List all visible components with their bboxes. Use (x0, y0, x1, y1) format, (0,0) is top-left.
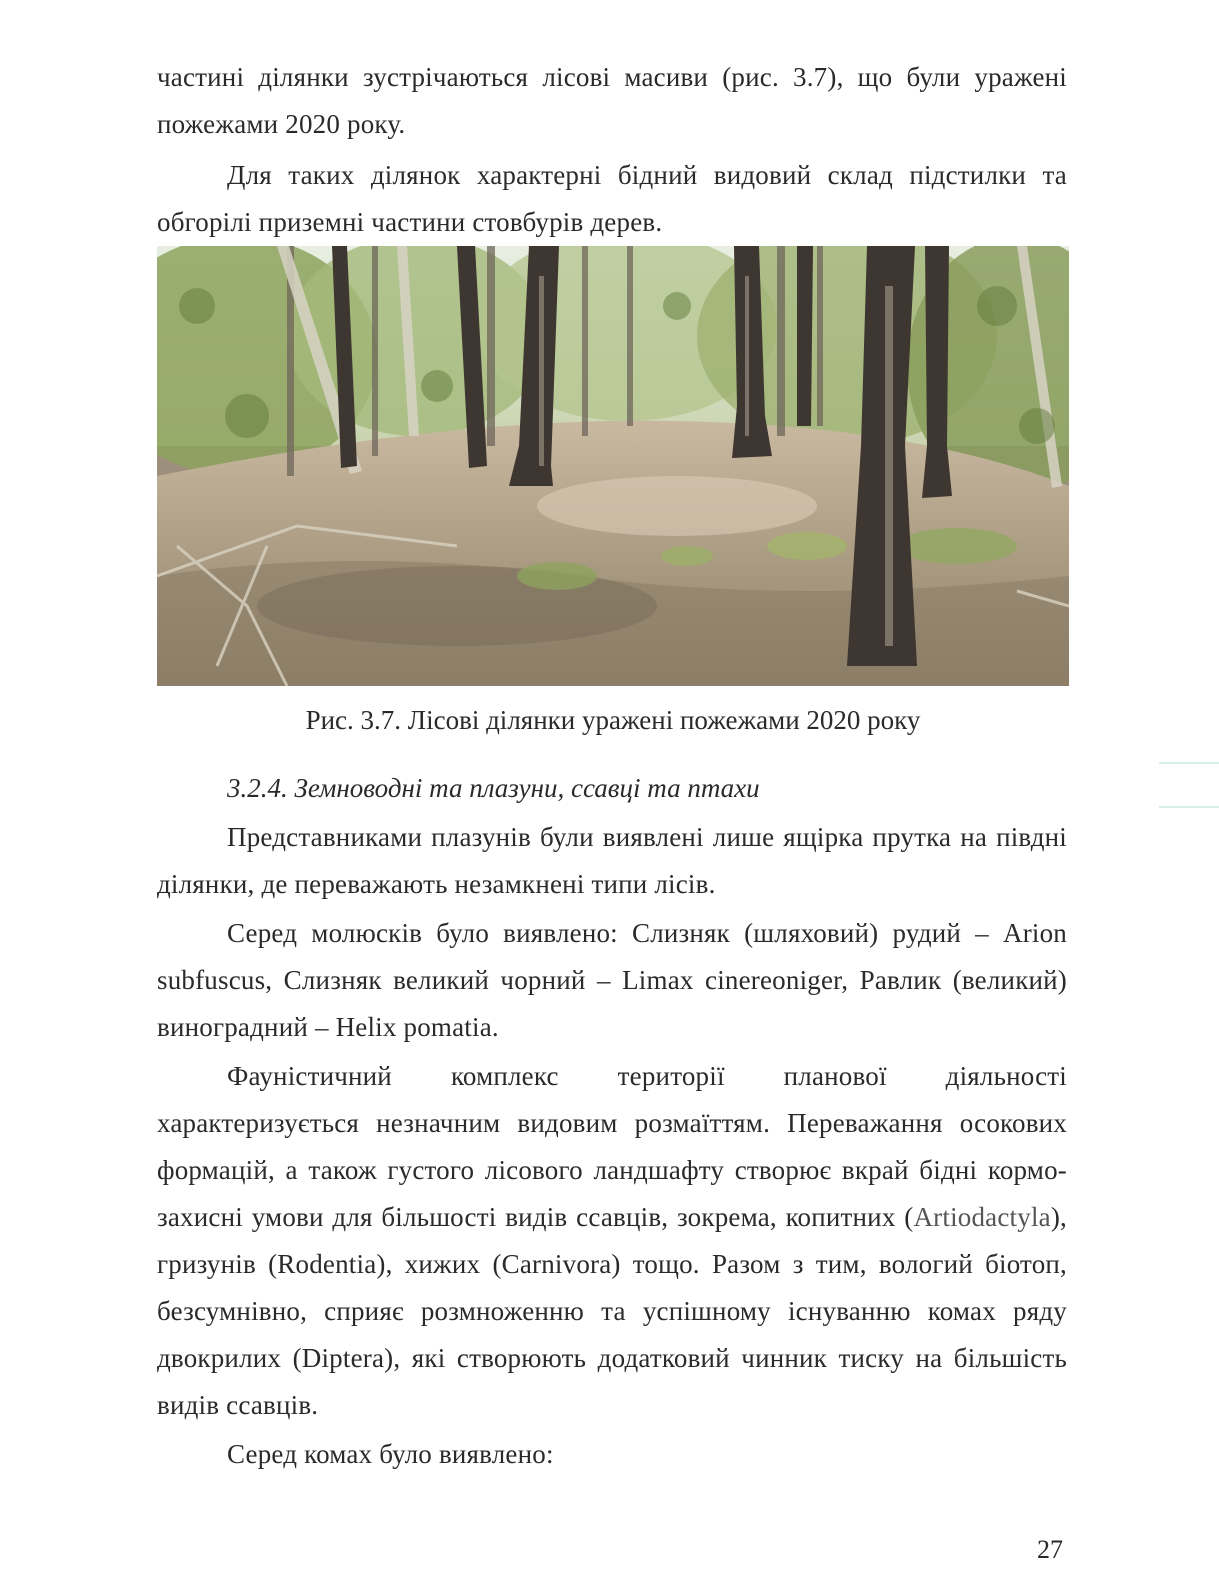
figure-caption: Рис. 3.7. Лісові ділянки уражені пожежами 2020 року (305, 705, 921, 735)
paragraph-molluscs: Серед молюсків було виявлено: Слизняк (шляховий) рудий – Arion subfuscus, Слизняк великий чорний – Limax cinereoniger, Равлик (великий) виноградний – Helix pomatia. (157, 918, 1067, 1042)
paragraph-fauna (157, 1053, 1067, 1429)
top-text (157, 54, 1067, 246)
scan-edge-mark (1159, 806, 1219, 808)
fauna-artiodactyla: Artiodactyla (913, 1202, 1051, 1232)
paragraph-continuation: частині ділянки зустрічаються лісові масиви (рис. 3.7), що були уражені пожежами 2020 року. (157, 62, 1067, 139)
page-number: 27 (1037, 1535, 1063, 1564)
paragraph-burned-areas: Для таких ділянок характерні бідний видовий склад підстилки та обгорілі приземні частини стовбурів дерев. (157, 160, 1067, 237)
scan-edge-mark (1159, 762, 1219, 764)
forest-photo (157, 246, 1069, 686)
fauna-text-start: Фауністичний комплекс території планової діяльності характеризується незначним видовим розмаїттям. Переважання осокових формацій, а також густого лісового ландшафту створює вкрай бідні кормо-захисні умови для більшості видів ссавців, зокрема, копитних ( (157, 1061, 1067, 1232)
subsection-heading: 3.2.4. Земноводні та плазуни, ссавці та птахи (227, 773, 760, 803)
body-text (157, 814, 1067, 1478)
paragraph-insects: Серед комах було виявлено: (227, 1439, 554, 1469)
forest-photo-image (157, 246, 1069, 686)
fauna-text-end: ), гризунів (Rodentia), хижих (Carnivora) тощо. Разом з тим, вологий біотоп, безсумнівно, сприяє розмноженню та успішному існуванню комах ряду двокрилих (Diptera), які створюють додатковий чинник тиску на більшість видів ссавців. (157, 1202, 1067, 1420)
paragraph-reptiles: Представниками плазунів були виявлені лише ящірка прутка на півдні ділянки, де переважають незамкнені типи лісів. (157, 822, 1067, 899)
